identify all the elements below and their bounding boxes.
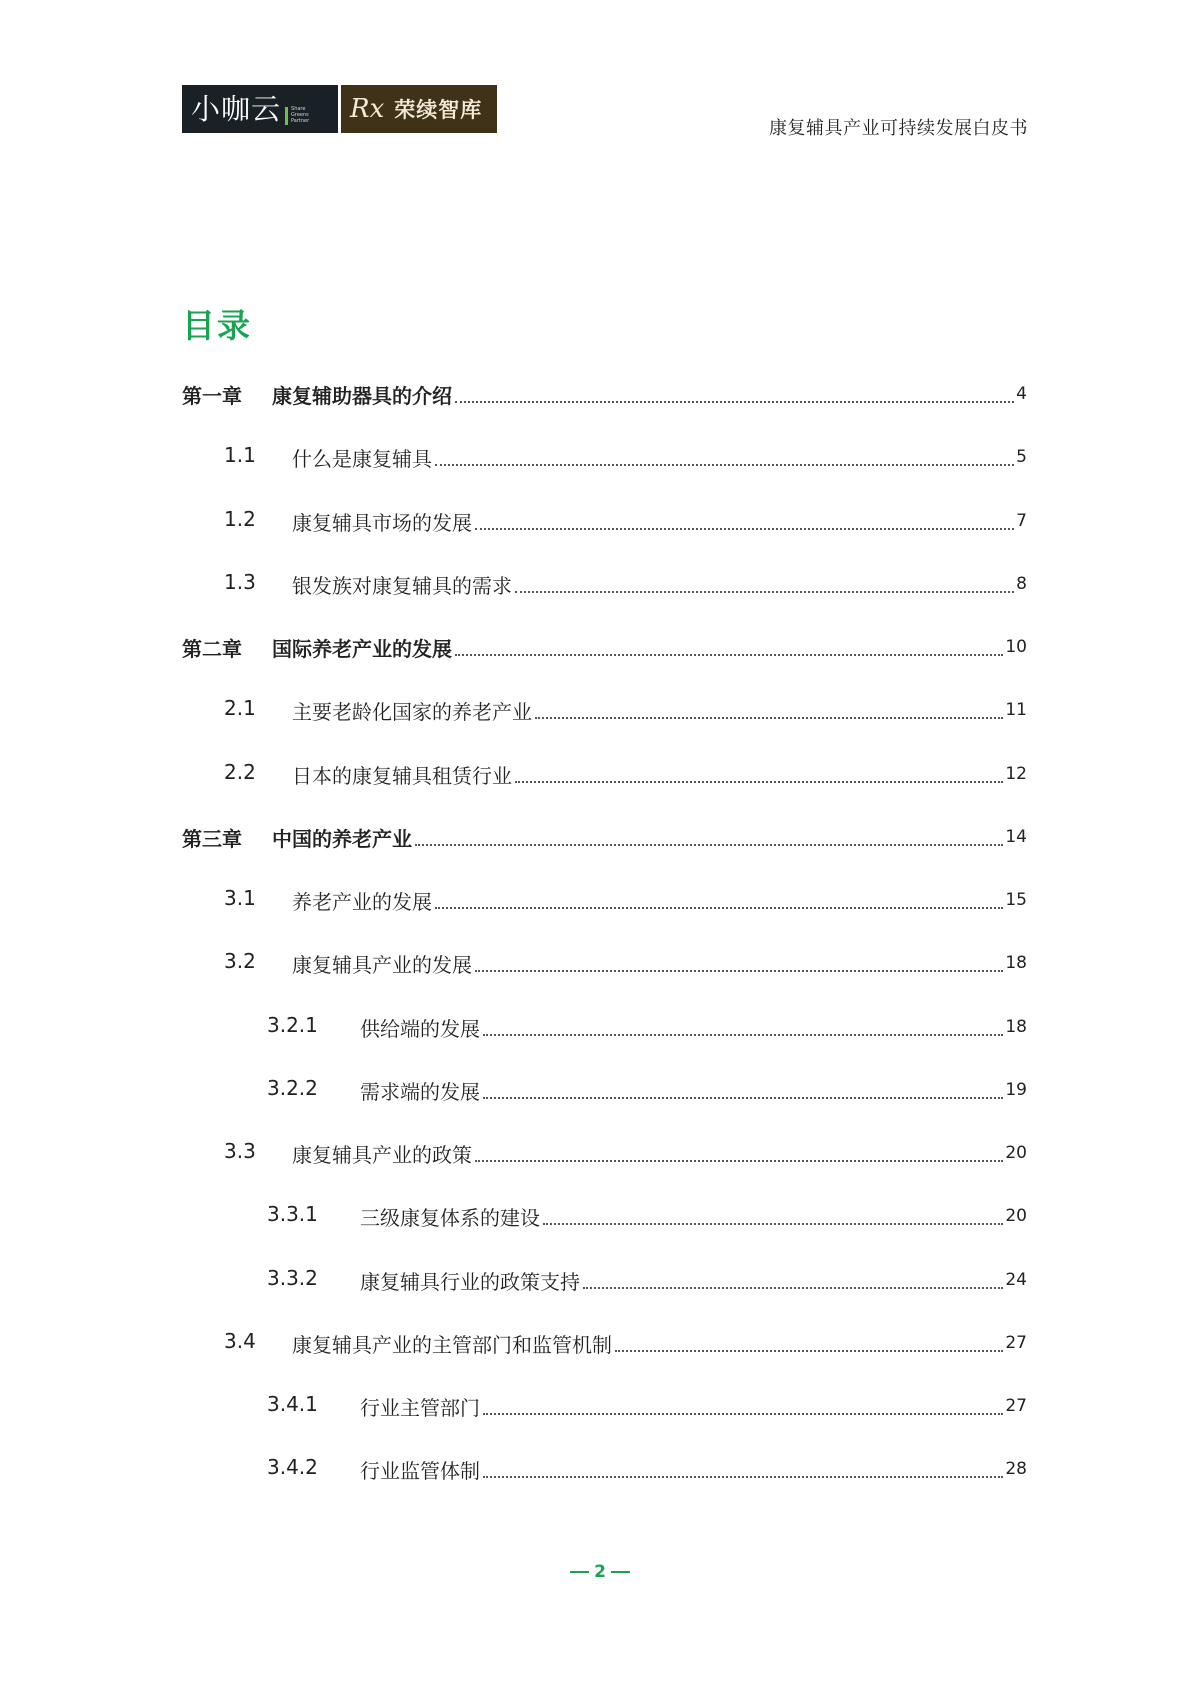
toc-entry-page: 11 xyxy=(1005,700,1027,721)
toc-entry-page: 20 xyxy=(1005,1143,1027,1163)
toc-leader-dots xyxy=(475,1139,1003,1162)
toc-entry-label: 康复辅具行业的政策支持 xyxy=(360,1269,580,1294)
toc-entry[interactable] xyxy=(182,633,1027,696)
toc-entry-page: 5 xyxy=(1016,447,1027,468)
toc-leader-dots xyxy=(543,1202,1003,1225)
toc-leader-dots xyxy=(455,633,1003,656)
footer-dash-left xyxy=(570,1571,589,1573)
toc-entry-number: 3.4.1 xyxy=(267,1392,318,1416)
toc-entry-label: 日本的康复辅具租赁行业 xyxy=(292,763,512,788)
toc-entry[interactable] xyxy=(182,443,1027,506)
page-number: 2 xyxy=(594,1562,606,1582)
toc-entry-page: 20 xyxy=(1005,1206,1027,1227)
toc-entry-number: 3.4.2 xyxy=(267,1455,318,1480)
toc-entry-label: 银发族对康复辅具的需求 xyxy=(292,573,512,598)
table-of-contents xyxy=(182,380,1027,1519)
toc-entry-page: 12 xyxy=(1005,763,1027,784)
toc-entry-number: 第二章 xyxy=(182,637,242,661)
logo-a-tag: Partner xyxy=(291,117,310,124)
page-footer xyxy=(0,1562,1200,1582)
toc-entry-label: 康复辅具产业的主管部门和监管机制 xyxy=(292,1332,612,1357)
logo-a-tags xyxy=(291,106,309,124)
toc-entry[interactable] xyxy=(182,760,1027,823)
toc-leader-dots xyxy=(415,823,1003,846)
toc-entry-number: 1.3 xyxy=(224,569,256,594)
logo-a-name: 小咖云 xyxy=(191,91,282,126)
toc-entry-label: 康复辅具产业的政策 xyxy=(292,1143,472,1167)
logo-a-tag: Share xyxy=(291,105,306,112)
toc-entry-page: 18 xyxy=(1005,953,1027,974)
toc-entry-page: 28 xyxy=(1005,1459,1027,1480)
toc-leader-dots xyxy=(615,1329,1003,1352)
toc-entry[interactable] xyxy=(182,1013,1027,1076)
logo-b-name: 荣续智库 xyxy=(394,98,483,122)
toc-entry-number: 3.3.2 xyxy=(267,1265,318,1290)
toc-entry-label: 行业监管体制 xyxy=(360,1459,480,1484)
toc-entry[interactable] xyxy=(182,1139,1027,1202)
toc-entry[interactable] xyxy=(182,949,1027,1012)
toc-entry[interactable] xyxy=(182,1329,1027,1392)
toc-entry-label: 国际养老产业的发展 xyxy=(272,637,452,661)
toc-leader-dots xyxy=(583,1266,1003,1289)
toc-entry[interactable] xyxy=(182,1202,1027,1265)
toc-leader-dots xyxy=(483,1076,1003,1099)
logo-a-accent-bar xyxy=(285,107,288,125)
toc-entry-number: 第一章 xyxy=(182,384,242,408)
xiaokayun-logo xyxy=(182,85,338,133)
toc-entry-number: 3.2 xyxy=(224,949,256,974)
toc-entry[interactable] xyxy=(182,696,1027,759)
toc-entry-page: 24 xyxy=(1005,1269,1027,1290)
toc-entry-label: 供给端的发展 xyxy=(360,1016,480,1041)
toc-entry-number: 3.2.1 xyxy=(267,1012,318,1037)
toc-entry-page: 7 xyxy=(1016,510,1027,531)
toc-entry-label: 康复辅具产业的发展 xyxy=(292,953,472,978)
toc-entry-label: 养老产业的发展 xyxy=(292,890,432,914)
toc-entry-label: 康复辅具市场的发展 xyxy=(292,510,472,535)
toc-entry-label: 需求端的发展 xyxy=(360,1079,480,1104)
toc-leader-dots xyxy=(483,1013,1003,1036)
toc-entry-number: 1.2 xyxy=(224,506,256,531)
rongxu-logo xyxy=(341,85,497,133)
toc-entry-number: 2.1 xyxy=(224,696,256,721)
toc-entry[interactable] xyxy=(182,1076,1027,1139)
footer-dash-right xyxy=(611,1571,630,1573)
logo-a-tag: Greens xyxy=(291,111,309,118)
toc-entry-number: 3.4 xyxy=(224,1328,256,1353)
toc-entry-label: 主要老龄化国家的养老产业 xyxy=(292,700,532,725)
toc-entry-page: 4 xyxy=(1016,384,1027,404)
rx-mark-icon: Rx xyxy=(350,94,385,124)
toc-entry-number: 2.2 xyxy=(224,759,256,784)
toc-entry-number: 3.3 xyxy=(224,1139,256,1163)
toc-entry-label: 什么是康复辅具 xyxy=(292,447,432,472)
toc-entry-number: 3.2.2 xyxy=(267,1075,318,1100)
toc-entry[interactable] xyxy=(182,570,1027,633)
toc-entry[interactable] xyxy=(182,507,1027,570)
header-logos xyxy=(182,85,497,133)
toc-leader-dots xyxy=(535,696,1003,719)
toc-entry-number: 第三章 xyxy=(182,826,242,851)
toc-entry-page: 8 xyxy=(1016,573,1027,594)
toc-entry-page: 27 xyxy=(1005,1396,1027,1416)
toc-heading: 目录 xyxy=(182,306,252,345)
toc-entry[interactable] xyxy=(182,1266,1027,1329)
toc-entry[interactable] xyxy=(182,1392,1027,1455)
toc-entry-page: 18 xyxy=(1005,1016,1027,1037)
toc-leader-dots xyxy=(483,1392,1003,1415)
toc-entry-page: 19 xyxy=(1005,1079,1027,1100)
toc-entry[interactable] xyxy=(182,380,1027,443)
toc-leader-dots xyxy=(455,380,1014,403)
toc-entry-label: 中国的养老产业 xyxy=(272,826,412,851)
toc-entry-number: 3.1 xyxy=(224,886,256,910)
toc-entry-number: 1.1 xyxy=(224,443,256,468)
toc-entry-label: 三级康复体系的建设 xyxy=(360,1206,540,1231)
toc-entry[interactable] xyxy=(182,1455,1027,1518)
toc-leader-dots xyxy=(483,1455,1003,1478)
toc-leader-dots xyxy=(475,507,1014,530)
toc-entry-page: 10 xyxy=(1005,637,1027,657)
toc-entry-page: 27 xyxy=(1005,1332,1027,1353)
toc-entry-label: 康复辅助器具的介绍 xyxy=(272,384,452,408)
toc-entry[interactable] xyxy=(182,823,1027,886)
toc-entry-page: 15 xyxy=(1005,890,1027,910)
toc-leader-dots xyxy=(475,949,1003,972)
toc-entry[interactable] xyxy=(182,886,1027,949)
toc-leader-dots xyxy=(435,443,1014,466)
document-title: 康复辅具产业可持续发展白皮书 xyxy=(769,118,1028,139)
toc-leader-dots xyxy=(515,570,1014,593)
toc-leader-dots xyxy=(435,886,1003,909)
toc-entry-number: 3.3.1 xyxy=(267,1202,318,1227)
toc-entry-label: 行业主管部门 xyxy=(360,1396,480,1420)
toc-entry-page: 14 xyxy=(1005,826,1027,847)
toc-leader-dots xyxy=(515,760,1003,783)
